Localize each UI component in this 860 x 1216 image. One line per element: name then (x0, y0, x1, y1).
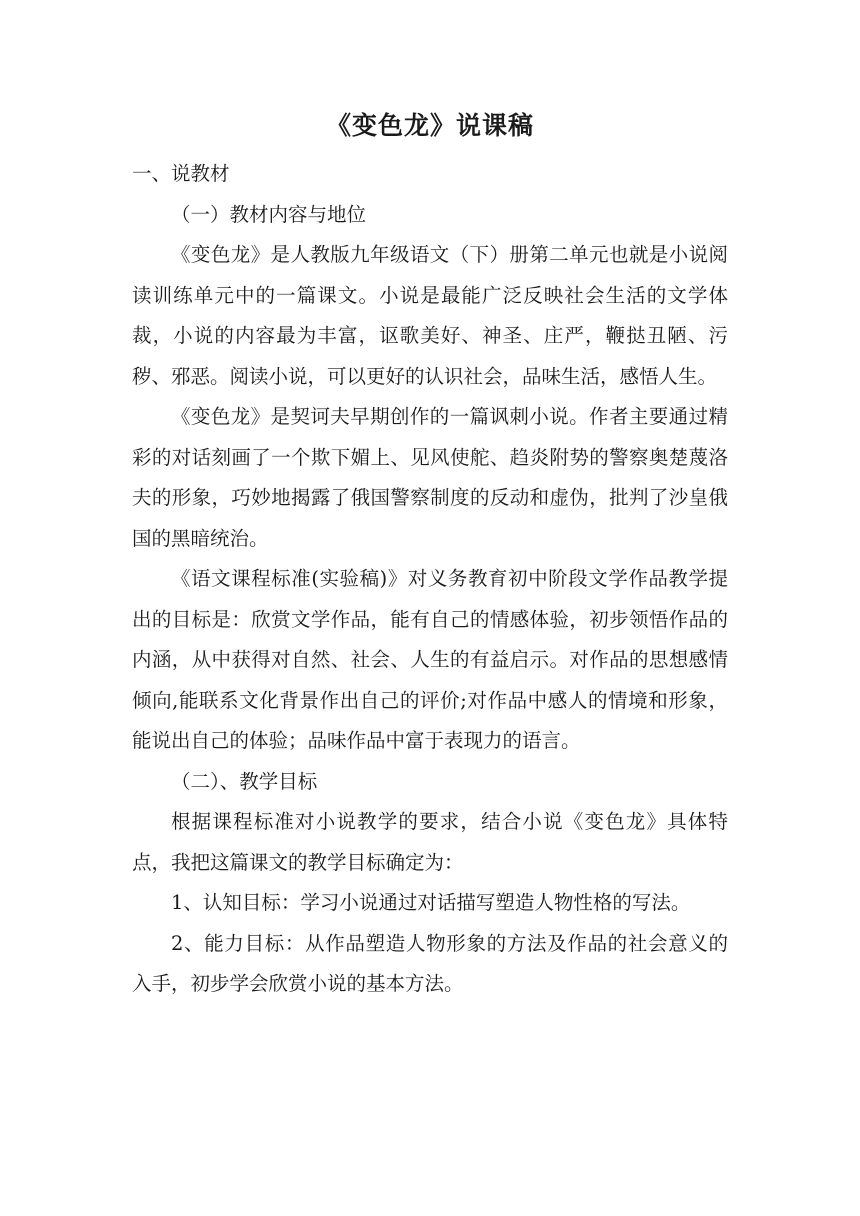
paragraph-textbook-position: 《变色龙》是人教版九年级语文（下）册第二单元也就是小说阅读训练单元中的一篇课文。小说是最能广泛反映社会生活的文学体裁，小说的内容最为丰富，讴歌美好、神圣、庄严，鞭挞丑陋、污秽、邪恶。阅读小说，可以更好的认识社会，品味生活，感悟人生。 (132, 243, 728, 388)
subsection-heading-content-status: （一）教材内容与地位 (171, 202, 367, 226)
document-body (132, 154, 728, 1005)
paragraph-curriculum-standard: 《语文课程标准(实验稿)》对义务教育初中阶段文学作品教学提出的目标是：欣赏文学作品，能有自己的情感体验，初步领悟作品的内涵，从中获得对自然、社会、人生的有益启示。对作品的思想感情倾向,能联系文化背景作出自己的评价;对作品中感人的情境和形象，能说出自己的体验；品味作品中富于表现力的语言。 (132, 567, 728, 752)
goal-item-cognitive: 1、认知目标：学习小说通过对话描写塑造人物性格的写法。 (171, 891, 691, 914)
paragraph-story-summary: 《变色龙》是契诃夫早期创作的一篇讽刺小说。作者主要通过精彩的对话刻画了一个欺下媚上、见风使舵、趋炎附势的警察奥楚蔑洛夫的形象，巧妙地揭露了俄国警察制度的反动和虚伪，批判了沙皇俄国的黑暗统治。 (132, 405, 728, 550)
subsection-heading-teaching-goals: （二）、教学目标 (171, 769, 318, 793)
document-title: 《变色龙》说课稿 (325, 111, 534, 140)
goal-item-ability: 2、能力目标：从作品塑造人物形象的方法及作品的社会意义的入手，初步学会欣赏小说的基本方法。 (132, 931, 728, 995)
section-heading-teaching-material: 一、说教材 (132, 162, 230, 185)
paragraph-goals-intro: 根据课程标准对小说教学的要求，结合小说《变色龙》具体特点，我把这篇课文的教学目标确定为： (132, 810, 728, 874)
